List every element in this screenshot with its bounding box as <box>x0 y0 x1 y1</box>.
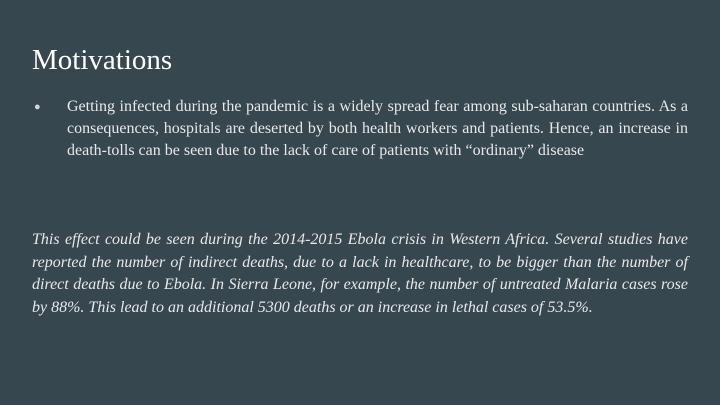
ebola-note-paragraph: This effect could be seen during the 2014-2015 Ebola crisis in Western Africa. Several studies have reported the number of indirect deaths, due to a lack in healthcare, to be bigger than the number of direct deaths due to Ebola. In Sierra Leone, for example, the number of untreated Malaria cases rose by 88%. This lead to an additional 5300 deaths or an increase in lethal cases of 53.5%. <box>32 231 688 316</box>
slide-title: Motivations <box>32 44 173 76</box>
bullet-text: Getting infected during the pandemic is a widely spread fear among sub-saharan countries. As a consequences, hospitals are deserted by both health workers and patients. Hence, an increase in death-tolls can be seen due to the lack of care of patients with “ordinary” disease <box>67 98 688 159</box>
bullet-dot-icon: ● <box>34 101 41 113</box>
bullet-list <box>32 96 688 162</box>
bullet-item <box>32 96 688 162</box>
